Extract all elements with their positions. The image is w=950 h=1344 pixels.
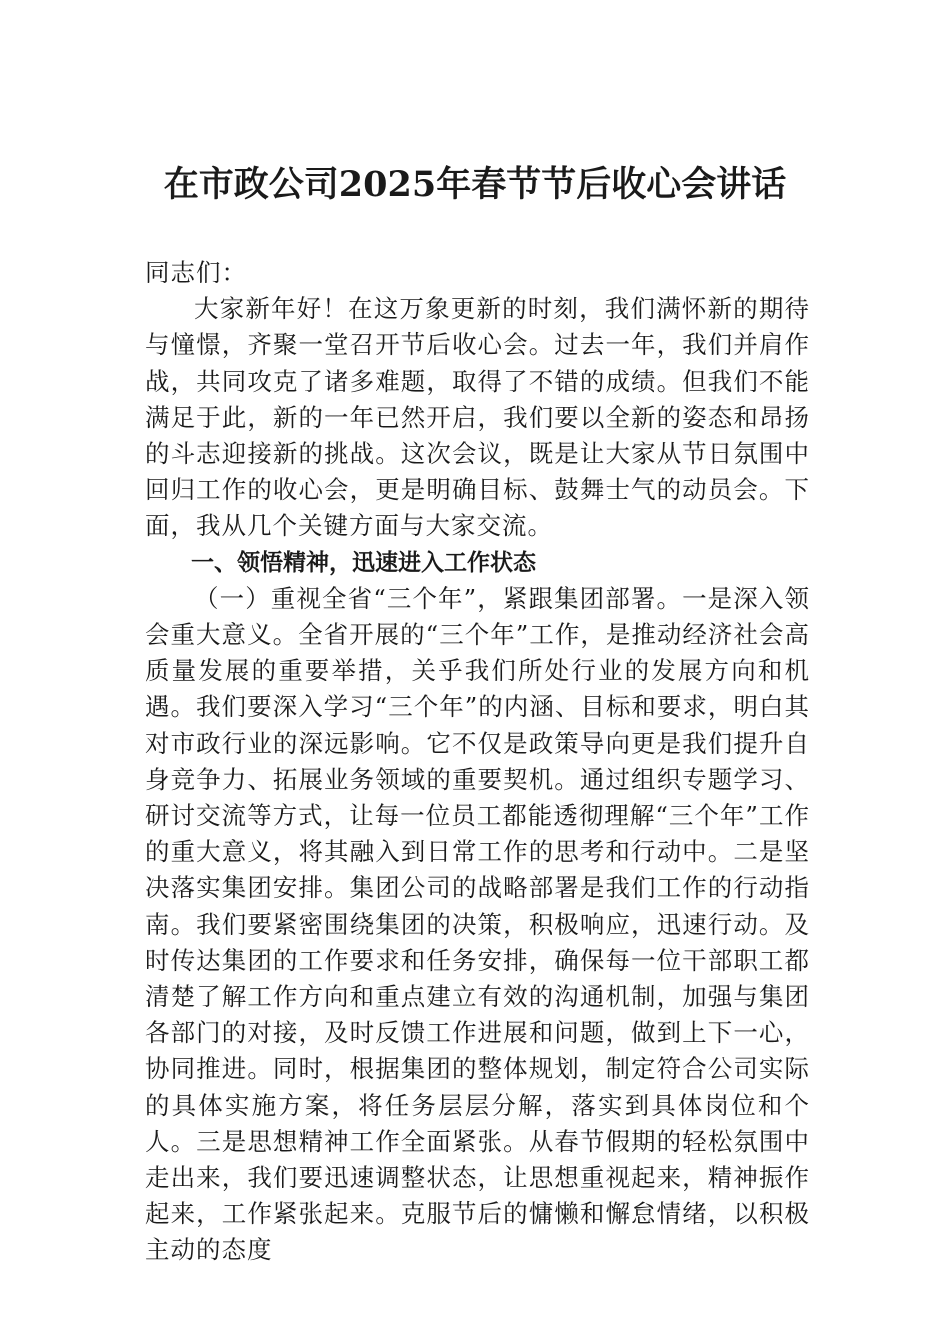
section-heading: 一、领悟精神，迅速进入工作状态 [191,549,536,576]
salutation: 同志们： [145,258,247,287]
document-title: 在市政公司2025年春节节后收心会讲话 [163,164,787,205]
document-body [145,255,810,1269]
section-paragraph: （一）重视全省“三个年”，紧跟集团部署。一是深入领会重大意义。全省开展的“三个年”工作，是推动经济社会高质量发展的重要举措，关乎我们所处行业的发展方向和机遇。我们要深入学习“三个年”的内涵、目标和要求，明白其对市政行业的深远影响。它不仅是政策导向更是我们提升自身竞争力、拓展业务领域的重要契机。通过组织专题学习、研讨交流等方式，让每一位员工都能透彻理解“三个年”工作的重大意义，将其融入到日常工作的思考和行动中。二是坚决落实集团安排。集团公司的战略部署是我们工作的行动指南。我们要紧密围绕集团的决策，积极响应，迅速行动。及时传达集团的工作要求和任务安排，确保每一位干部职工都清楚了解工作方向和重点建立有效的沟通机制，加强与集团各部门的对接，及时反馈工作进展和问题，做到上下一心，协同推进。同时，根据集团的整体规划，制定符合公司实际的具体实施方案，将任务层层分解，落实到具体岗位和个人。三是思想精神工作全面紧张。从春节假期的轻松氛围中走出来，我们要迅速调整状态，让思想重视起来，精神振作起来，工作紧张起来。克服节后的慵懒和懈怠情绪，以积极主动的态度 [145,583,810,1265]
intro-paragraph: 大家新年好！在这万象更新的时刻，我们满怀新的期待与憧憬，齐聚一堂召开节后收心会。过去一年，我们并肩作战，共同攻克了诸多难题，取得了不错的成绩。但我们不能满足于此，新的一年已然开启，我们要以全新的姿态和昂扬的斗志迎接新的挑战。这次会议，既是让大家从节日氛围中回归工作的收心会，更是明确目标、鼓舞士气的动员会。下面，我从几个关键方面与大家交流。 [145,294,810,541]
